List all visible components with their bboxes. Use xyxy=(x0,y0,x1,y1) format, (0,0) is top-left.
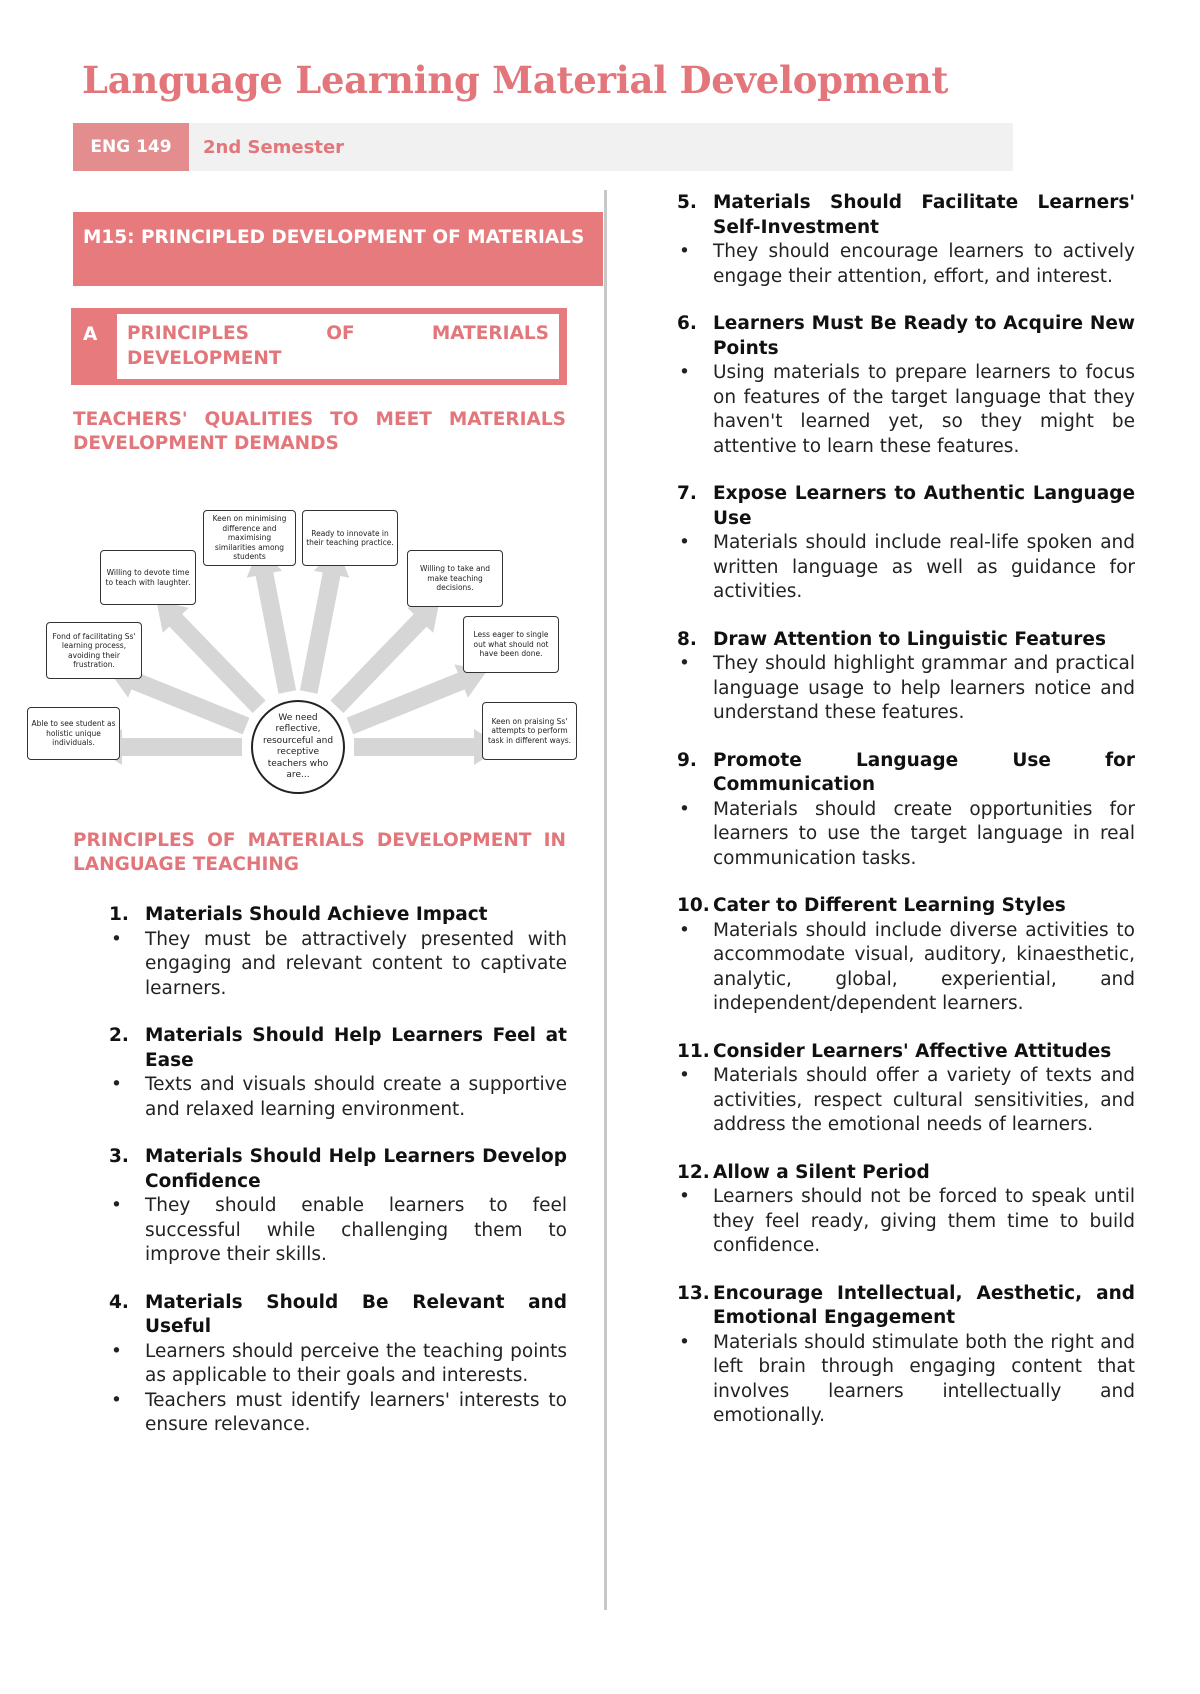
principle-item xyxy=(677,1040,1135,1138)
principles-list-left xyxy=(109,903,567,1461)
quality-node: Keen on minimising difference and maximising similarities among students xyxy=(203,510,296,566)
document-title: Language Learning Material Development xyxy=(82,58,949,102)
principle-bullet xyxy=(677,1185,1135,1259)
diagram-center-circle: We need reflective, resourceful and receptive teachers who are... xyxy=(251,700,345,794)
principle-title: Encourage Intellectual, Aesthetic, and Emotional Engagement xyxy=(713,1282,1135,1328)
bullet-dot-icon: • xyxy=(679,1331,690,1353)
bullet-dot-icon: • xyxy=(679,1186,690,1207)
principle-title: Allow a Silent Period xyxy=(713,1161,930,1183)
bullet-dot-icon: • xyxy=(679,362,690,383)
quality-node: Keen on praising Ss' attempts to perform task in different ways. xyxy=(482,702,577,760)
principle-heading xyxy=(677,312,1135,361)
principle-heading xyxy=(677,191,1135,240)
principle-title: Expose Learners to Authentic Language Use xyxy=(713,483,1135,529)
bullet-dot-icon: • xyxy=(111,928,122,950)
principle-bullet xyxy=(677,798,1135,872)
bullet-text: Teachers must identify learners' interests to ensure relevance. xyxy=(145,1389,567,1435)
module-header: M15: PRINCIPLED DEVELOPMENT OF MATERIALS xyxy=(73,212,603,286)
bullet-text: Materials should stimulate both the right and left brain through engaging content that involves learners intellectually and emotionally. xyxy=(713,1331,1135,1426)
principle-number: 8. xyxy=(677,628,697,650)
principle-heading xyxy=(677,482,1135,531)
bullet-text: Materials should create opportunities for learners to use the target language in real communication tasks. xyxy=(713,798,1135,869)
principles-list-right xyxy=(677,191,1135,1452)
principle-bullet xyxy=(109,928,567,1002)
bullet-dot-icon: • xyxy=(111,1195,122,1216)
bullet-dot-icon: • xyxy=(679,798,690,820)
quality-node: Fond of facilitating Ss' learning process, avoiding their frustration. xyxy=(46,622,142,679)
principle-title: Consider Learners' Affective Attitudes xyxy=(713,1040,1112,1062)
bullet-text: Texts and visuals should create a supportive and relaxed learning environment. xyxy=(145,1074,567,1120)
principle-number: 5. xyxy=(677,192,697,213)
principle-number: 2. xyxy=(109,1025,129,1046)
principle-heading xyxy=(677,1040,1135,1065)
principle-item xyxy=(109,1145,567,1268)
principle-title: Cater to Different Learning Styles xyxy=(713,895,1066,916)
teachers-qualities-heading: TEACHERS' QUALITIES TO MEET MATERIALS DEVELOPMENT DEMANDS xyxy=(73,409,566,454)
course-code: ENG 149 xyxy=(73,123,189,171)
principle-heading xyxy=(677,894,1135,919)
quality-node: Willing to devote time to teach with laughter. xyxy=(100,550,196,605)
principle-bullet xyxy=(677,240,1135,289)
quality-node: Less eager to single out what should not have been done. xyxy=(463,616,559,673)
principle-item xyxy=(677,628,1135,726)
principle-item xyxy=(677,1161,1135,1259)
principle-heading xyxy=(677,1161,1135,1186)
principle-heading xyxy=(109,1291,567,1340)
bullet-text: Materials should offer a variety of texts and activities, respect cultural sensitivities, and address the emotional needs of learners. xyxy=(713,1065,1135,1135)
bullet-text: They should highlight grammar and practical language usage to help learners notice and understand these features. xyxy=(713,653,1135,723)
principle-bullet xyxy=(677,919,1135,1017)
section-title: PRINCIPLES OF MATERIALS DEVELOPMENT xyxy=(117,314,559,379)
principle-number: 11. xyxy=(677,1040,710,1062)
principle-bullet xyxy=(677,1331,1135,1429)
principle-number: 10. xyxy=(677,895,710,916)
bullet-dot-icon: • xyxy=(679,241,690,262)
arrow-shape xyxy=(354,729,502,765)
bullet-dot-icon: • xyxy=(679,532,690,553)
principle-heading xyxy=(677,1282,1135,1331)
bullet-dot-icon: • xyxy=(679,1065,690,1086)
bullet-text: Materials should include diverse activities to accommodate visual, auditory, kinaesthetic, analytic, global, experiential, and independent/dependent learners. xyxy=(713,919,1135,1014)
bullet-dot-icon: • xyxy=(111,1340,122,1362)
principle-title: Materials Should Achieve Impact xyxy=(145,904,488,925)
arrow-shape xyxy=(300,547,349,694)
principles-heading: PRINCIPLES OF MATERIALS DEVELOPMENT IN LANGUAGE TEACHING xyxy=(73,830,566,875)
teacher-qualities-diagram xyxy=(20,500,590,800)
principle-item xyxy=(677,1282,1135,1429)
bullet-text: Learners should not be forced to speak until they feel ready, giving them time to build confidence. xyxy=(713,1186,1135,1256)
principle-title: Materials Should Facilitate Learners' Self-Investment xyxy=(713,192,1135,238)
bullet-text: They must be attractively presented with engaging and relevant content to captivate learners. xyxy=(145,928,567,999)
arrow-shape xyxy=(247,547,296,694)
principle-item xyxy=(109,1024,567,1122)
principle-title: Promote Language Use for Communication xyxy=(713,749,1135,795)
principle-bullet xyxy=(677,361,1135,459)
principle-bullet xyxy=(109,1073,567,1122)
principle-heading xyxy=(677,628,1135,653)
section-header xyxy=(71,308,567,385)
principle-heading xyxy=(109,1024,567,1073)
quality-node: Willing to take and make teaching decisions. xyxy=(407,550,503,607)
principle-bullet xyxy=(677,1064,1135,1138)
principle-heading xyxy=(109,1145,567,1194)
bullet-dot-icon: • xyxy=(111,1074,122,1095)
principle-heading xyxy=(677,749,1135,798)
principle-title: Learners Must Be Ready to Acquire New Points xyxy=(713,313,1135,359)
principle-number: 9. xyxy=(677,749,697,771)
bullet-text: They should encourage learners to actively engage their attention, effort, and interest. xyxy=(713,241,1135,287)
principle-number: 13. xyxy=(677,1282,710,1304)
principle-bullet xyxy=(677,652,1135,726)
principle-item xyxy=(109,903,567,1001)
section-letter: A xyxy=(83,324,98,345)
principle-item xyxy=(677,482,1135,605)
principle-item xyxy=(109,1291,567,1438)
principle-number: 7. xyxy=(677,483,697,504)
principle-item xyxy=(677,749,1135,872)
column-divider xyxy=(604,190,607,1610)
bullet-text: Using materials to prepare learners to focus on features of the target language that they haven't learned yet, so they might be attentive to learn these features. xyxy=(713,362,1135,457)
principle-bullet xyxy=(109,1340,567,1389)
principle-item xyxy=(677,191,1135,289)
principle-item xyxy=(677,894,1135,1017)
bullet-text: They should enable learners to feel successful while challenging them to improve their skills. xyxy=(145,1195,567,1265)
principle-title: Draw Attention to Linguistic Features xyxy=(713,628,1106,650)
semester-label: 2nd Semester xyxy=(203,136,345,158)
principle-title: Materials Should Help Learners Develop Confidence xyxy=(145,1146,567,1192)
bullet-dot-icon: • xyxy=(111,1389,122,1411)
principle-heading xyxy=(109,903,567,928)
course-bar xyxy=(73,123,1013,171)
principle-number: 4. xyxy=(109,1291,129,1313)
bullet-dot-icon: • xyxy=(679,653,690,674)
principle-number: 3. xyxy=(109,1146,129,1167)
bullet-text: Materials should include real-life spoken and written language as well as guidance for activities. xyxy=(713,532,1135,602)
quality-node: Ready to innovate in their teaching practice. xyxy=(302,510,398,566)
bullet-text: Learners should perceive the teaching points as applicable to their goals and interests. xyxy=(145,1340,567,1386)
principle-number: 1. xyxy=(109,904,129,925)
principle-number: 12. xyxy=(677,1161,710,1183)
principle-title: Materials Should Be Relevant and Useful xyxy=(145,1291,567,1337)
principle-title: Materials Should Help Learners Feel at Ease xyxy=(145,1025,567,1071)
principle-bullet xyxy=(109,1194,567,1268)
principle-bullet xyxy=(677,531,1135,605)
quality-node: Able to see student as holistic unique individuals. xyxy=(27,707,120,760)
principle-number: 6. xyxy=(677,313,697,334)
principle-bullet xyxy=(109,1389,567,1438)
principle-item xyxy=(677,312,1135,459)
bullet-dot-icon: • xyxy=(679,919,690,941)
